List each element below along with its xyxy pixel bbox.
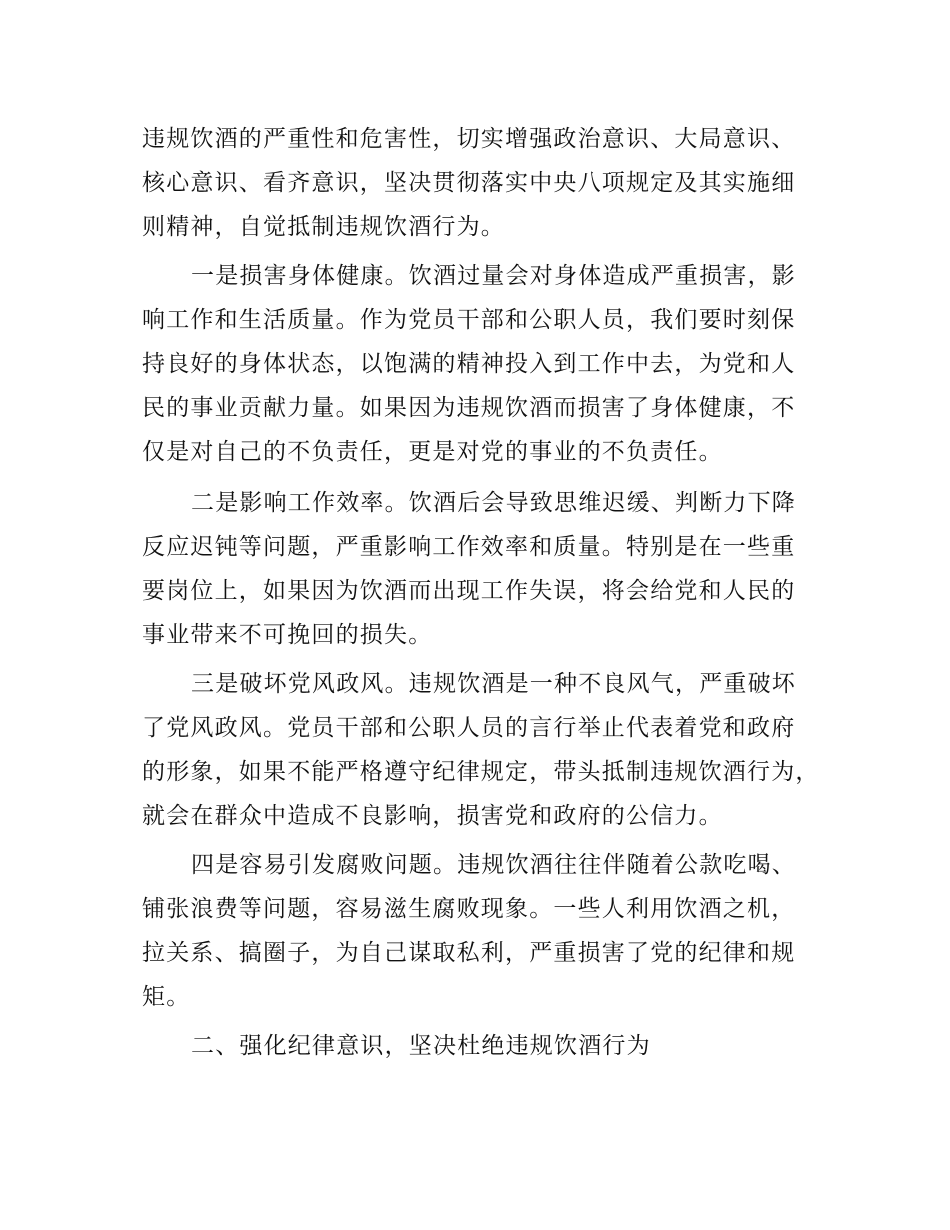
text-line: 事业带来不可挽回的损失。 [142, 622, 433, 648]
text-line: 的形象，如果不能严格遵守纪律规定，带头抵制违规饮酒行为， [142, 759, 820, 785]
text-line: 铺张浪费等问题，容易滋生腐败现象。一些人利用饮酒之机， [142, 896, 796, 922]
text-line: 一是损害身体健康。饮酒过量会对身体造成严重损害，影 [191, 263, 796, 289]
text-line: 了党风政风。党员干部和公职人员的言行举止代表着党和政府 [142, 715, 796, 741]
text-line: 拉关系、搞圈子，为自己谋取私利，严重损害了党的纪律和规 [142, 940, 796, 966]
text-line: 反应迟钝等问题，严重影响工作效率和质量。特别是在一些重 [142, 534, 796, 560]
text-line: 则精神，自觉抵制违规饮酒行为。 [142, 214, 505, 240]
text-line: 就会在群众中造成不良影响，损害党和政府的公信力。 [142, 803, 723, 829]
text-line: 违规饮酒的严重性和危害性，切实增强政治意识、大局意识、 [142, 126, 796, 152]
text-line: 要岗位上，如果因为饮酒而出现工作失误，将会给党和人民的 [142, 578, 796, 604]
text-line: 二是影响工作效率。饮酒后会导致思维迟缓、判断力下降 [191, 490, 796, 516]
text-line: 矩。 [142, 984, 191, 1010]
text-line: 持良好的身体状态，以饱满的精神投入到工作中去，为党和人 [142, 351, 796, 377]
text-line: 四是容易引发腐败问题。违规饮酒往往伴随着公款吃喝、 [191, 852, 796, 878]
section-heading-text: 二、强化纪律意识，坚决杜绝违规饮酒行为 [191, 1033, 651, 1059]
text-line: 民的事业贡献力量。如果因为违规饮酒而损害了身体健康，不 [142, 395, 796, 421]
text-line: 三是破坏党风政风。违规饮酒是一种不良风气，严重破坏 [191, 671, 796, 697]
text-line: 仅是对自己的不负责任，更是对党的事业的不负责任。 [142, 439, 723, 465]
text-line: 响工作和生活质量。作为党员干部和公职人员，我们要时刻保 [142, 307, 796, 333]
text-line: 核心意识、看齐意识，坚决贯彻落实中央八项规定及其实施细 [142, 170, 796, 196]
